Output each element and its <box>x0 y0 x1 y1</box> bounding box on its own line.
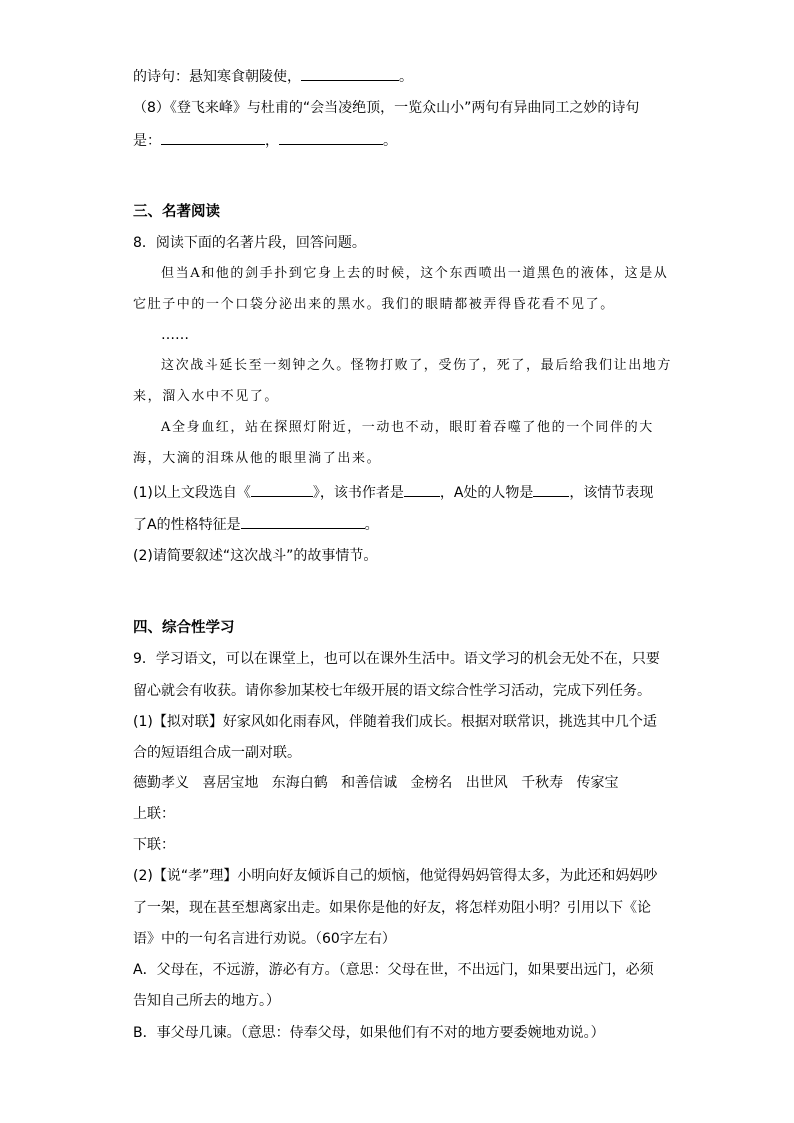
sub-question-2: (2)请简要叙述“这次战斗”的故事情节。 <box>133 548 378 564</box>
answer-blank-1[interactable] <box>161 130 265 145</box>
answer-blank[interactable] <box>301 66 399 81</box>
period: 。 <box>399 69 413 85</box>
poem-question-line <box>133 66 413 87</box>
text: 了A的性格特征是 <box>133 517 241 533</box>
text: 。 <box>364 517 379 533</box>
q8-dengfeilaifeng-line2 <box>133 130 397 151</box>
q9-line1: 9．学习语文，可以在课堂上，也可以在课外生活中。语文学习的机会无处不在，只要 <box>133 651 660 667</box>
book-title-blank[interactable] <box>251 482 313 497</box>
phrase: 千秋寿 <box>521 775 564 791</box>
q8-prefix: 是： <box>133 133 161 149</box>
task1-line1: (1)【拟对联】好家风如化雨春风，伴随着我们成长。根据对联常识，挑选其中几个适 <box>133 714 657 730</box>
phrase: 喜居宝地 <box>202 775 259 791</box>
answer-blank-2[interactable] <box>279 130 383 145</box>
character-blank[interactable] <box>533 482 569 497</box>
phrase: 东海白鹤 <box>271 775 328 791</box>
text: ，该情节表现 <box>569 485 654 501</box>
passage-line: 它肚子中的一个口袋分泌出来的黑水。我们的眼睛都被弄得昏花看不见了。 <box>133 297 615 312</box>
task1-line2: 合的短语组合成一副对联。 <box>133 745 301 761</box>
phrase: 和善信诚 <box>341 775 398 791</box>
phrase-list <box>133 773 619 793</box>
q8-intro: 8．阅读下面的名著片段，回答问题。 <box>133 235 366 251</box>
text: 》，该书作者是 <box>312 485 404 501</box>
trait-blank[interactable] <box>241 514 365 529</box>
poem-question-prefix: 的诗句：悬知寒食朝陵使， <box>133 69 301 85</box>
task2-line3: 语》中的一句名言进行劝说。（60字左右） <box>133 931 396 947</box>
upper-couplet-label: 上联： <box>133 806 175 822</box>
comma: ， <box>265 133 279 149</box>
author-blank[interactable] <box>404 482 440 497</box>
q8-dengfeilaifeng-line1: （8）《登飞来峰》与杜甫的“会当凌绝顶，一览众山小”两句有异曲同工之妙的诗句 <box>133 100 640 116</box>
period: 。 <box>383 133 397 149</box>
passage-line: 但当A和他的剑手扑到它身上去的时候，这个东西喷出一道黑色的液体，这是从 <box>161 266 669 281</box>
passage-line: 来，溜入水中不见了。 <box>133 389 280 404</box>
section-heading-classics: 三、名著阅读 <box>133 204 220 220</box>
phrase: 出世风 <box>465 775 508 791</box>
passage-ellipsis: …… <box>161 327 189 343</box>
q9-line2: 留心就会有收获。请你参加某校七年级开展的语文综合性学习活动，完成下列任务。 <box>133 683 651 699</box>
phrase: 德勤孝义 <box>133 775 189 791</box>
passage-line: A全身血红，站在探照灯附近，一动也不动，眼盯着吞噬了他的一个同伴的大 <box>161 420 654 435</box>
option-a-line2: 告知自己所去的地方。） <box>133 993 280 1009</box>
section-heading-comprehensive: 四、综合性学习 <box>133 620 235 636</box>
sub-question-1-line1 <box>133 482 653 503</box>
option-b-line1: B．事父母几谏。（意思：侍奉父母，如果他们有不对的地方要委婉地劝说。） <box>133 1025 605 1041</box>
lower-couplet-label: 下联： <box>133 837 175 853</box>
passage-line: 这次战斗延长至一刻钟之久。怪物打败了，受伤了，死了，最后给我们让出地方 <box>161 358 673 373</box>
sub-question-1-line2 <box>133 514 379 535</box>
text: (1)以上文段选自《 <box>133 485 251 501</box>
task2-line1: (2)【说“孝”理】小明向好友倾诉自己的烦恼，他觉得妈妈管得太多，为此还和妈妈吵 <box>133 868 658 884</box>
passage-line: 海，大滴的泪珠从他的眼里淌了出来。 <box>133 451 382 466</box>
phrase: 传家宝 <box>576 775 619 791</box>
text: ，A处的人物是 <box>439 485 534 501</box>
option-a-line1: A．父母在，不远游，游必有方。（意思：父母在世，不出远门，如果要出远门，必须 <box>133 962 654 978</box>
phrase: 金榜名 <box>410 775 453 791</box>
task2-line2: 了一架，现在甚至想离家出走。如果你是他的好友，将怎样劝阻小明？引用以下《论 <box>133 900 651 916</box>
